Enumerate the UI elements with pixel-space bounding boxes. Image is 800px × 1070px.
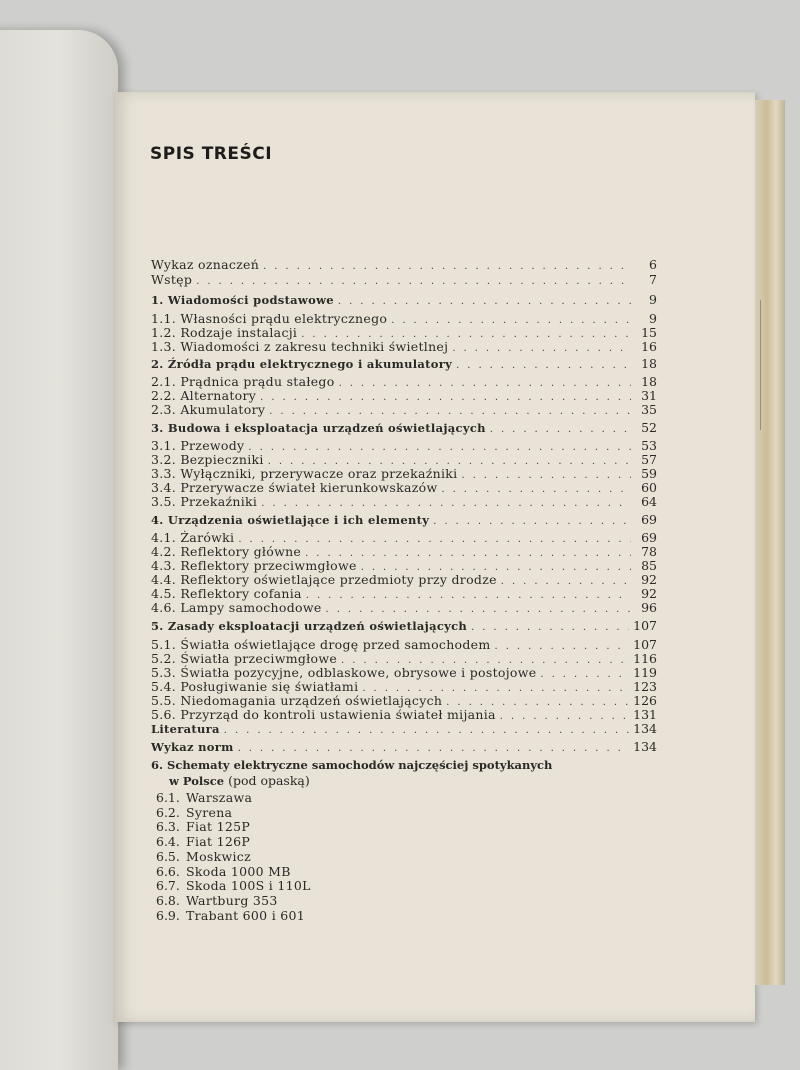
toc-page-number: 69 [641,512,657,527]
list-item [156,908,305,923]
toc-entry-label: 4.2. Reflektory główne [151,544,302,559]
list-item-label: Fiat 125P [186,819,251,835]
dot-leader [456,359,631,373]
toc-entry-label: 1.3. Wiadomości z zakresu techniki świetlnej [151,339,449,354]
list-item-number: 6.6. [156,863,180,879]
dot-leader [338,295,631,309]
toc-page-number: 116 [633,651,657,666]
toc-entry [151,573,657,587]
list-item [156,893,278,908]
list-item [156,819,250,834]
toc-entry [151,680,657,694]
toc-entry [151,340,657,354]
list-item-number: 6.2. [156,804,180,820]
toc-entry [151,273,657,287]
toc-entry-label: 4.3. Reflektory przeciwmgłowe [151,558,357,573]
toc-page-number: 131 [633,707,657,722]
dot-leader [196,275,631,289]
toc-page-number: 59 [641,466,657,481]
toc-entry-label: 3.1. Przewody [151,438,245,453]
list-item-label: Skoda 1000 MB [186,863,291,879]
toc-entry [151,467,657,481]
toc-entry [151,559,657,573]
toc-entry [151,708,657,722]
toc-entry-label: 5.2. Światła przeciwmgłowe [151,651,338,666]
section-6-heading-bold: w Polsce [169,774,229,788]
toc-entry-label: Wykaz oznaczeń [151,257,260,272]
list-item [156,849,251,864]
toc-entry-label: 5. Zasady eksploatacji urządzeń oświetlających [151,619,468,633]
toc-page-number: 60 [641,480,657,495]
toc-entry [151,375,657,389]
list-item [156,834,250,849]
toc-page-number: 16 [641,339,657,354]
toc-entry [151,421,657,435]
toc-page-number: 6 [649,257,657,272]
toc-page-number: 9 [649,292,657,307]
toc-page-number: 123 [633,679,657,694]
toc-entry-label: Wstęp [151,272,193,287]
dot-leader [263,260,631,274]
toc-entry [151,481,657,495]
list-item [156,805,232,820]
dot-leader [261,497,631,511]
toc-entry [151,312,657,326]
toc-entry-label: 1. Wiadomości podstawowe [151,293,334,307]
list-item-label: Fiat 126P [186,834,251,850]
toc-entry [151,258,657,272]
toc-entry [151,740,657,754]
section-6-heading-cont [169,773,310,788]
toc-page-number: 31 [641,388,657,403]
toc-page-number: 35 [641,402,657,417]
toc-entry-label: 4.5. Reflektory cofania [151,586,302,601]
toc-page-number: 52 [641,420,657,435]
toc-page-number: 15 [641,325,657,340]
toc-entry [151,545,657,559]
toc-page-number: 134 [633,721,657,736]
list-item [156,790,252,805]
toc-page-number: 92 [641,586,657,601]
toc-page-number: 107 [633,637,657,652]
toc-entry [151,326,657,340]
toc-entry [151,652,657,666]
toc-entry-label: 5.1. Światła oświetlające drogę przed samochodem [151,637,491,652]
list-item-number: 6.7. [156,878,180,894]
toc-page-number: 85 [641,558,657,573]
toc-entry-label: 4. Urządzenia oświetlające i ich elementy [151,513,430,527]
toc-entry-label: 5.6. Przyrząd do kontroli ustawienia świateł mijania [151,707,496,722]
toc-page-number: 57 [641,452,657,467]
toc-entry [151,638,657,652]
list-item-label: Syrena [186,804,233,820]
toc-entry [151,531,657,545]
toc-entry-label: Wykaz norm [151,740,234,754]
toc-entry-label: 1.1. Własności prądu elektrycznego [151,311,388,326]
list-item [156,878,311,893]
toc-entry-label: 2.3. Akumulatory [151,402,266,417]
section-6-heading-note: (pod opaską) [228,773,310,788]
toc-entry-label: 2. Źródła prądu elektrycznego i akumulatory [151,357,453,371]
toc-entry-label: 3.3. Wyłączniki, przerywacze oraz przekaźniki [151,466,458,481]
section-6-heading: 6. Schematy elektryczne samochodów najczęściej spotykanych [151,758,553,772]
toc-page-number: 96 [641,600,657,615]
list-item-number: 6.9. [156,907,180,923]
list-item-label: Warszawa [186,790,253,805]
dot-leader [433,515,631,529]
dot-leader [326,603,631,617]
toc-page-number: 119 [633,665,657,680]
toc-entry-label: 5.4. Posługiwanie się światłami [151,679,359,694]
toc-page-number: 107 [633,618,657,633]
list-item-label: Skoda 100S i 110L [186,878,311,894]
list-item-number: 6.4. [156,834,180,850]
dot-leader [471,621,629,635]
toc-page-number: 18 [641,374,657,389]
list-item-number: 6.1. [156,790,180,805]
toc-entry [151,357,657,371]
list-item-label: Moskwicz [186,848,251,864]
toc-entry [151,439,657,453]
toc-page-number: 9 [649,311,657,326]
toc-entry [151,453,657,467]
toc-entry-label: 4.4. Reflektory oświetlające przedmioty przy drodze [151,572,497,587]
toc-entry-label: 5.3. Światła pozycyjne, odblaskowe, obrysowe i postojowe [151,665,537,680]
dot-leader [224,724,629,738]
toc-entry-label: 3. Budowa i eksploatacja urządzeń oświetlających [151,421,486,435]
list-item-label: Trabant 600 i 601 [186,907,306,923]
toc-page-number: 53 [641,438,657,453]
toc-entry [151,587,657,601]
page-title: SPIS TREŚCI [150,144,273,164]
toc-page-number: 18 [641,356,657,371]
list-item-number: 6.3. [156,819,180,835]
toc-page-number: 64 [641,494,657,509]
list-item [156,864,291,879]
dot-leader [490,423,631,437]
toc-page-number: 134 [633,739,657,754]
toc-page-number: 92 [641,572,657,587]
toc-page-number: 126 [633,693,657,708]
toc-entry-label: 4.1. Żarówki [151,530,235,545]
toc-entry-label: 1.2. Rodzaje instalacji [151,325,298,340]
toc-entry [151,722,657,736]
list-item-label: Wartburg 353 [186,892,278,908]
toc-entry [151,495,657,509]
dot-leader [452,342,631,356]
toc-entry-label: 3.5. Przekaźniki [151,494,258,509]
list-item-number: 6.5. [156,848,180,864]
dot-leader [269,405,631,419]
toc-entry [151,601,657,615]
dot-leader [238,742,630,756]
toc-entry [151,694,657,708]
toc-entry-label: 3.4. Przerywacze świateł kierunkowskazów [151,480,438,495]
toc-entry-label: 5.5. Niedomagania urządzeń oświetlających [151,693,443,708]
toc-entry-label: 4.6. Lampy samochodowe [151,600,322,615]
toc-entry [151,513,657,527]
list-item-number: 6.8. [156,892,180,908]
toc-entry-label: Literatura [151,722,220,736]
toc-entry [151,403,657,417]
toc-entry-label: 3.2. Bezpieczniki [151,452,264,467]
toc-page-number: 69 [641,530,657,545]
toc-entry-label: 2.2. Alternatory [151,388,257,403]
toc-page-number: 78 [641,544,657,559]
toc-entry [151,293,657,307]
toc-entry [151,389,657,403]
toc-entry [151,619,657,633]
toc-entry [151,666,657,680]
toc-page-number: 7 [649,272,657,287]
toc-entry-label: 2.1. Prądnica prądu stałego [151,374,335,389]
